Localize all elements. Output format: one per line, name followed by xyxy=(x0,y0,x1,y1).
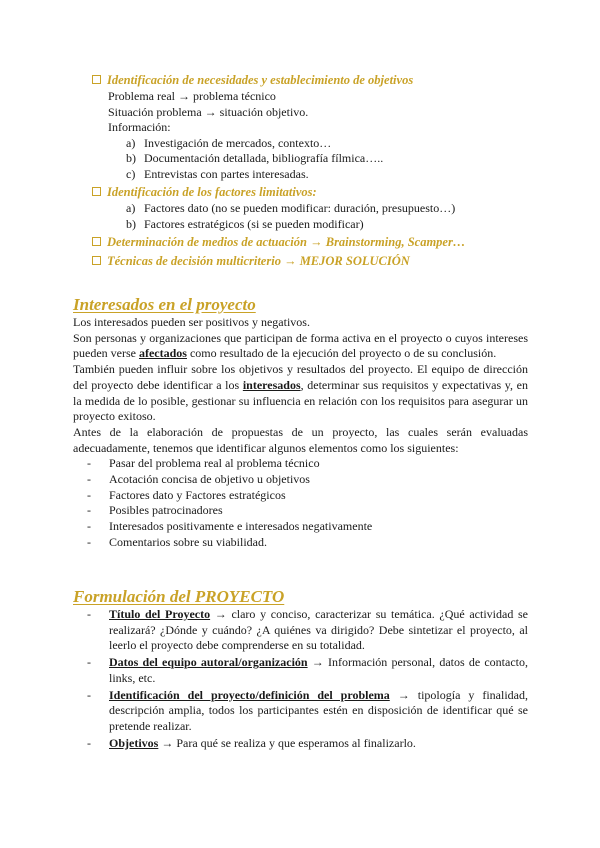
paragraph: Son personas y organizaciones que participan de forma activa en el proyecto o cuyos intereses pueden verse afectados como resultado de la ejecución del proyecto o de su conclusión. xyxy=(73,330,528,361)
checklist-title: Determinación de medios de actuación → Brainstorming, Scamper… xyxy=(107,235,466,249)
checklist-title: Identificación de necesidades y establecimiento de objetivos xyxy=(107,73,414,87)
checklist-item-tecnicas xyxy=(92,253,562,270)
list-item: - Identificación del proyecto/definición del problema → tipología y finalidad, descripción amplia, todos los participantes estén en disposición de identificar qué se pretende realizar. xyxy=(87,687,528,733)
item-label: Identificación del proyecto/definición del problema xyxy=(109,687,390,702)
section-formulacion xyxy=(73,587,528,752)
checklist-title: Técnicas de decisión multicriterio → MEJOR SOLUCIÓN xyxy=(107,254,410,268)
checkbox-icon xyxy=(92,75,101,84)
body-line: Problema real → problema técnico xyxy=(108,89,276,103)
body-line: Información: xyxy=(108,120,171,134)
dash-list xyxy=(73,456,528,550)
list-item: - Interesados positivamente e interesados negativamente xyxy=(87,519,373,534)
body-line: Situación problema → situación objetivo. xyxy=(108,104,309,119)
list-item: a) Factores dato (no se pueden modificar: duración, presupuesto…) xyxy=(126,201,456,215)
item-label: Objetivos xyxy=(109,735,159,750)
dash-list xyxy=(73,607,528,751)
item-label: Datos del equipo autoral/organización xyxy=(109,655,308,670)
checklist-item-necesidades xyxy=(92,72,562,182)
section-title: Interesados en el proyecto xyxy=(73,295,256,314)
checkbox-icon xyxy=(92,256,101,265)
list-item: - Acotación concisa de objetivo u objetivos xyxy=(87,472,310,487)
list-item: - Título del Proyecto → claro y conciso, caracterizar su temática. ¿Qué actividad se realizará? ¿Dónde y cuándo? ¿A quiénes va dirigido? Debe sintetizar el proyecto, al leerlo el proyecto debe comprenderse en su totalidad. xyxy=(87,607,528,653)
list-item: - Factores dato y Factores estratégicos xyxy=(87,487,286,502)
list-item: - Objetivos → Para qué se realiza y que esperamos al finalizarlo. xyxy=(87,735,416,750)
checklist-item-medios xyxy=(92,234,562,251)
alpha-list xyxy=(108,201,562,232)
list-item: b) Factores estratégicos (si se pueden modificar) xyxy=(126,216,364,231)
alpha-list xyxy=(108,136,562,183)
section-title: Formulación del PROYECTO xyxy=(73,587,285,606)
list-item: - Pasar del problema real al problema técnico xyxy=(87,456,320,471)
paragraph: También pueden influir sobre los objetivos y resultados del proyecto. El equipo de dirección del proyecto debe identificar a los interesados, determinar sus requisitos y expectativas y, en la medida de lo posible, gestionar su influencia en relación con los requisitos para asegurar un proyecto exitoso. xyxy=(73,362,529,424)
item-label: Título del Proyecto xyxy=(109,607,211,621)
list-item: c) Entrevistas con partes interesadas. xyxy=(126,166,309,181)
paragraph: Los interesados pueden ser positivos y negativos. xyxy=(73,315,310,329)
checklist xyxy=(92,72,562,270)
checkbox-icon xyxy=(92,187,101,196)
keyword-interesados: interesados xyxy=(242,377,301,392)
list-item: - Datos del equipo autoral/organización → Información personal, datos de contacto, links, etc. xyxy=(87,655,529,685)
checklist-title: Identificación de los factores limitativos: xyxy=(107,185,317,199)
checkbox-icon xyxy=(92,237,101,246)
paragraph: Antes de la elaboración de propuestas de un proyecto, las cuales serán evaluadas adecuadamente, tenemos que identificar algunos elementos como los siguientes: xyxy=(73,424,528,455)
list-item: b) Documentación detallada, bibliografía fílmica….. xyxy=(126,151,384,165)
list-item: - Posibles patrocinadores xyxy=(87,503,223,518)
checklist-item-factores xyxy=(92,184,562,232)
section-interesados xyxy=(73,295,528,551)
list-item: a) Investigación de mercados, contexto… xyxy=(126,135,332,150)
keyword-afectados: afectados xyxy=(138,346,187,361)
list-item: - Comentarios sobre su viabilidad. xyxy=(87,534,267,549)
